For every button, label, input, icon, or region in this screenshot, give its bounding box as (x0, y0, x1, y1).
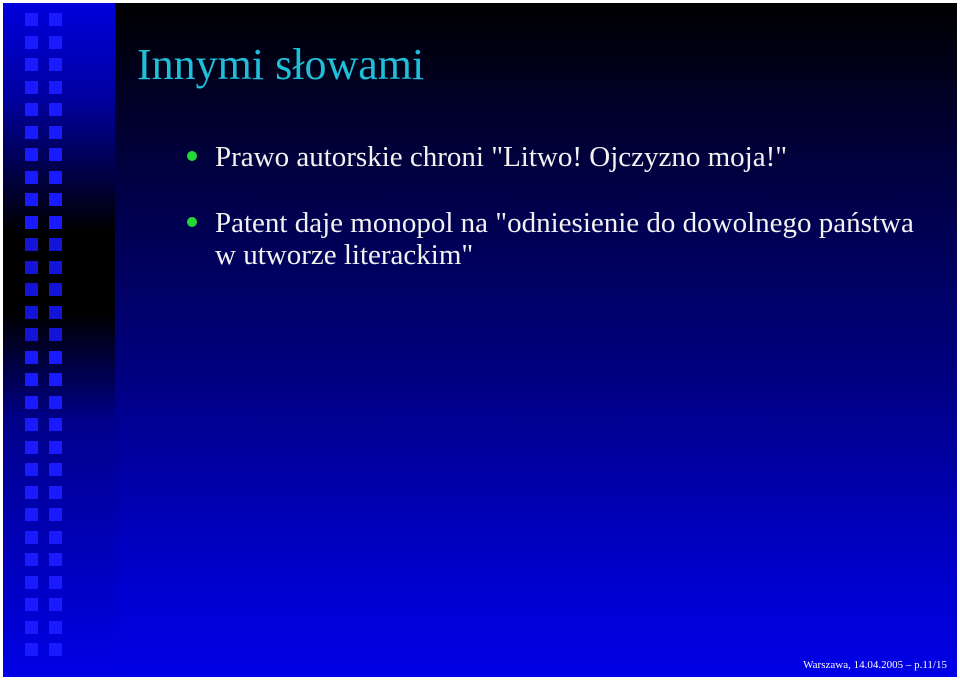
decorative-square (49, 81, 62, 94)
decorative-square (49, 576, 62, 589)
decorative-square (25, 81, 38, 94)
decorative-square (25, 396, 38, 409)
decorative-square (25, 508, 38, 521)
decorative-square (25, 216, 38, 229)
decorative-square (49, 486, 62, 499)
decorative-square (49, 238, 62, 251)
decorative-square (49, 306, 62, 319)
decorative-square (25, 126, 38, 139)
bullet-item (187, 207, 927, 271)
decorative-square (25, 531, 38, 544)
decorative-square (49, 126, 62, 139)
decorative-square (25, 373, 38, 386)
decorative-square (25, 621, 38, 634)
decorative-square (25, 351, 38, 364)
decorative-square (49, 58, 62, 71)
decorative-square (49, 463, 62, 476)
green-dot-bullet-icon (187, 217, 197, 227)
decorative-square (49, 171, 62, 184)
bullet-text: Patent daje monopol na "odniesienie do dowolnego państwa w utworze literackim" (215, 207, 914, 271)
bullet-text: Prawo autorskie chroni "Litwo! Ojczyzno moja!" (215, 141, 788, 173)
decorative-square (49, 13, 62, 26)
decorative-square (25, 193, 38, 206)
decorative-square (49, 418, 62, 431)
decorative-square (49, 643, 62, 656)
decorative-square (49, 261, 62, 274)
decorative-square (49, 531, 62, 544)
decorative-square (49, 103, 62, 116)
decorative-square (25, 261, 38, 274)
bullet-list (187, 141, 927, 305)
decorative-square (49, 396, 62, 409)
decorative-square (49, 283, 62, 296)
bullet-item (187, 141, 927, 173)
decorative-square (25, 238, 38, 251)
decorative-square (49, 441, 62, 454)
slide (3, 3, 957, 677)
decorative-square (25, 553, 38, 566)
decorative-square (25, 103, 38, 116)
decorative-square (25, 13, 38, 26)
decorative-square (25, 418, 38, 431)
decorative-square (49, 553, 62, 566)
decorative-square (49, 148, 62, 161)
decorative-square (49, 36, 62, 49)
decorative-square (25, 306, 38, 319)
decorative-square (49, 328, 62, 341)
decorative-square (25, 36, 38, 49)
decorative-square (49, 216, 62, 229)
decorative-square (49, 193, 62, 206)
decorative-square (49, 508, 62, 521)
slide-footer: Warszawa, 14.04.2005 – p.11/15 (803, 659, 947, 671)
decorative-square (25, 643, 38, 656)
decorative-square (25, 576, 38, 589)
decorative-square (49, 621, 62, 634)
slide-title: Innymi słowami (137, 40, 425, 89)
green-dot-bullet-icon (187, 151, 197, 161)
decorative-square (49, 351, 62, 364)
decorative-square (25, 486, 38, 499)
decorative-square (25, 463, 38, 476)
decorative-square (25, 283, 38, 296)
decorative-square (25, 58, 38, 71)
decorative-square (25, 441, 38, 454)
decorative-square (25, 148, 38, 161)
decorative-square (49, 373, 62, 386)
decorative-square (25, 171, 38, 184)
decorative-square (25, 328, 38, 341)
decorative-square (49, 598, 62, 611)
decorative-square (25, 598, 38, 611)
